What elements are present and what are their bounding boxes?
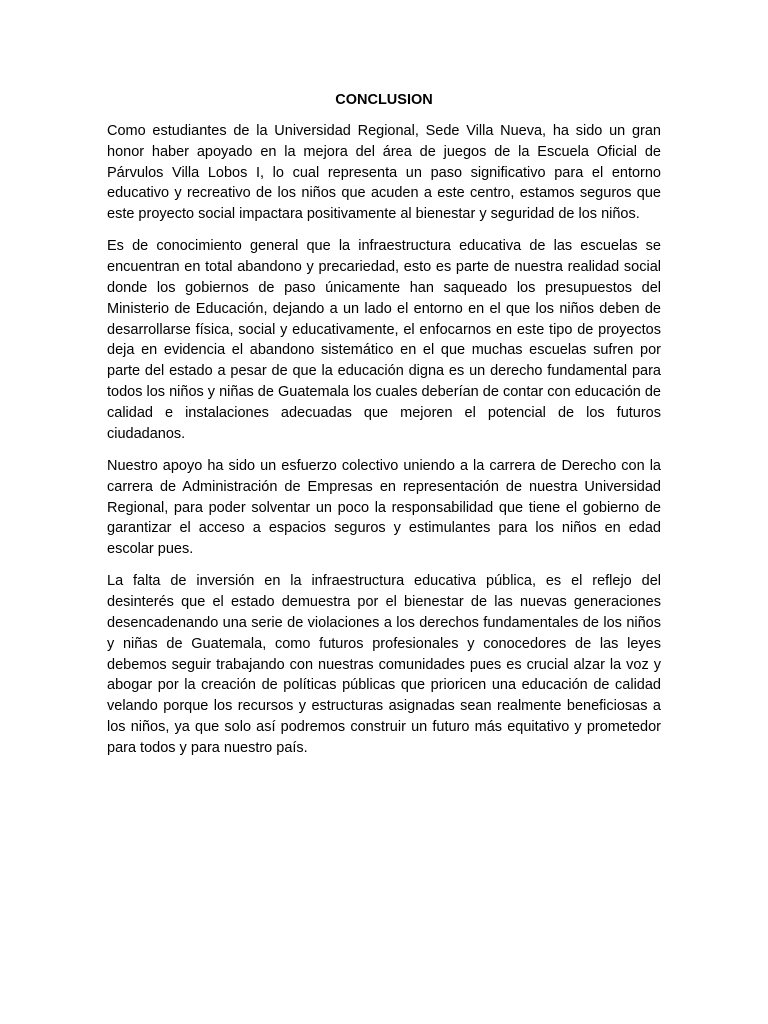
paragraph-3: Nuestro apoyo ha sido un esfuerzo colectivo uniendo a la carrera de Derecho con la carrera de Administración de Empresas en representación de nuestra Universidad Regional, para poder solventar un poco la responsabilidad que tiene el gobierno de garantizar el acceso a espacios seguros y estimulantes para los niños en edad escolar pues. — [107, 457, 661, 558]
document-page — [107, 91, 661, 770]
paragraph-1: Como estudiantes de la Universidad Regional, Sede Villa Nueva, ha sido un gran honor haber apoyado en la mejora del área de juegos de la Escuela Oficial de Párvulos Villa Lobos I, lo cual representa un paso significativo para el entorno educativo y recreativo de los niños que acuden a este centro, estamos seguros que este proyecto social impactara positivamente al bienestar y seguridad de los niños. — [107, 123, 661, 223]
paragraph-4: La falta de inversión en la infraestructura educativa pública, es el reflejo del desinterés que el estado demuestra por el bienestar de las nuevas generaciones desencadenando una serie de violaciones a los derechos fundamentales de los niños y niñas de Guatemala, como futuros profesionales y conocedores de las leyes debemos seguir trabajando con nuestras comunidades pues es crucial alzar la voz y abogar por la creación de políticas públicas que prioricen una educación de calidad velando porque los recursos y estructuras asignadas sean realmente beneficiosas a los niños, ya que solo así podremos construir un futuro más equitativo y prometedor para todos y para nuestro país. — [107, 573, 661, 756]
paragraph-2: Es de conocimiento general que la infraestructura educativa de las escuelas se encuentran en total abandono y precariedad, esto es parte de nuestra realidad social donde los gobiernos de paso únicamente han saqueado los presupuestos del Ministerio de Educación, dejando a un lado el entorno en el que los niños deben de desarrollarse física, social y educativamente, el enfocarnos en este tipo de proyectos deja en evidencia el abandono sistemático en el que muchas escuelas sufren por parte del estado a pesar de que la educación digna es un derecho fundamental para todos los niños y niñas de Guatemala los cuales deberían de contar con educación de calidad e instalaciones adecuadas que mejoren el potencial de los futuros ciudadanos. — [107, 238, 661, 442]
document-title: CONCLUSION — [335, 92, 433, 108]
